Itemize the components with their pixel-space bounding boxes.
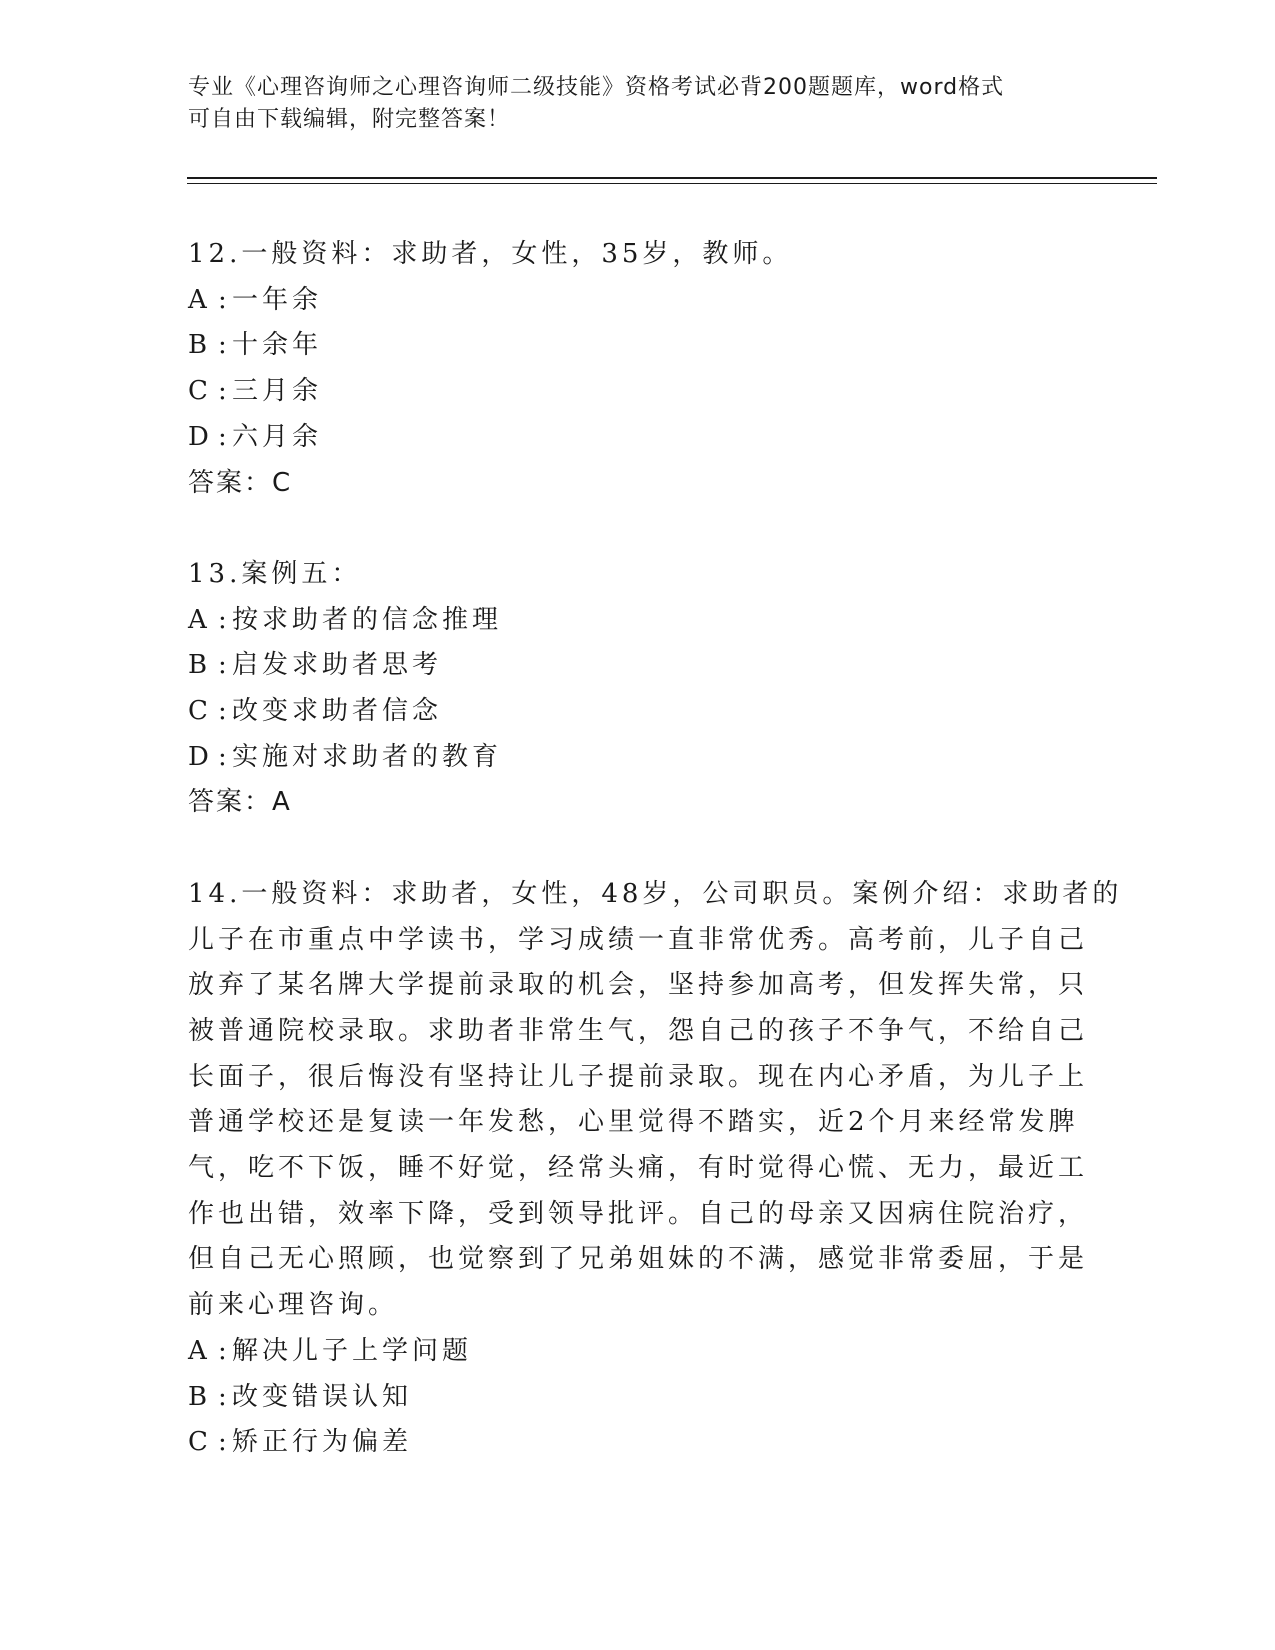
question-stem-line: 12.一般资料：求助者，女性，35岁，教师。 <box>188 239 793 269</box>
option-separator: : <box>218 696 227 727</box>
option-separator: : <box>218 650 227 681</box>
question-stem-line: 气，吃不下饭，睡不好觉，经常头痛，有时觉得心慌、无力，最近工 <box>188 1153 1089 1184</box>
question-2 <box>188 552 1088 826</box>
header-line-1: 专业《心理咨询师之心理咨询师二级技能》资格考试必背200题题库，word格式 <box>188 75 1005 100</box>
option-text: 十余年 <box>232 330 323 361</box>
document-header <box>188 72 1068 136</box>
header-divider-thin <box>187 183 1157 184</box>
option-letter: B <box>188 330 208 361</box>
option-text: 实施对求助者的教育 <box>232 741 503 772</box>
option-text: 解决儿子上学问题 <box>232 1335 473 1366</box>
question-stem-line: 被普通院校录取。求助者非常生气，怨自己的孩子不争气，不给自己 <box>188 1015 1089 1046</box>
option-separator: : <box>218 284 227 315</box>
answer-option <box>188 278 1088 324</box>
header-line-2: 可自由下载编辑，附完整答案！ <box>188 107 511 132</box>
question-stem-line: 前来心理咨询。 <box>188 1290 399 1321</box>
option-separator: : <box>218 330 227 361</box>
option-text: 矫正行为偏差 <box>232 1427 413 1458</box>
option-letter: C <box>188 1427 208 1458</box>
answer-option <box>188 323 1088 369</box>
option-text: 启发求助者思考 <box>232 650 443 681</box>
answer-option <box>188 1329 1088 1375</box>
question-3 <box>188 872 1123 1466</box>
option-letter: D <box>188 421 209 452</box>
option-letter: A <box>188 604 207 635</box>
answer-key: 答案：A <box>188 787 292 818</box>
option-separator: : <box>218 1381 227 1412</box>
option-letter: C <box>188 696 208 727</box>
option-letter: A <box>188 1335 207 1366</box>
question-stem-line: 长面子，很后悔没有坚持让儿子提前录取。现在内心矛盾，为儿子上 <box>188 1061 1089 1092</box>
option-separator: : <box>218 1335 227 1366</box>
option-letter: D <box>188 741 209 772</box>
question-stem-line: 普通学校还是复读一年发愁，心里觉得不踏实，近2个月来经常发脾 <box>188 1107 1079 1138</box>
option-letter: C <box>188 376 208 407</box>
question-stem-line: 儿子在市重点中学读书，学习成绩一直非常优秀。高考前，儿子自己 <box>188 924 1089 955</box>
answer-option <box>188 689 1088 735</box>
option-letter: A <box>188 284 207 315</box>
option-letter: B <box>188 650 208 681</box>
question-stem-line: 14.一般资料：求助者，女性，48岁，公司职员。案例介绍：求助者的 <box>188 878 1123 909</box>
option-separator: : <box>218 421 227 452</box>
question-stem-line: 但自己无心照顾，也觉察到了兄弟姐妹的不满，感觉非常委屈，于是 <box>188 1244 1089 1275</box>
option-separator: : <box>218 741 227 772</box>
answer-option <box>188 369 1088 415</box>
option-separator: : <box>218 604 227 635</box>
question-stem-line: 13.案例五： <box>188 558 362 589</box>
answer-option <box>188 415 1088 461</box>
question-1 <box>188 232 1088 506</box>
answer-option <box>188 643 1088 689</box>
answer-option <box>188 735 1088 781</box>
option-text: 改变错误认知 <box>232 1381 413 1412</box>
option-letter: B <box>188 1381 208 1412</box>
option-text: 改变求助者信念 <box>232 696 443 727</box>
answer-option <box>188 1375 1088 1421</box>
option-separator: : <box>218 1427 227 1458</box>
question-stem-line: 放弃了某名牌大学提前录取的机会，坚持参加高考，但发挥失常，只 <box>188 970 1089 1001</box>
option-text: 按求助者的信念推理 <box>232 604 503 635</box>
header-divider-thick <box>187 177 1157 179</box>
option-separator: : <box>218 376 227 407</box>
option-text: 六月余 <box>232 421 323 452</box>
question-stem-line: 作也出错，效率下降，受到领导批评。自己的母亲又因病住院治疗， <box>188 1198 1089 1229</box>
option-text: 三月余 <box>232 376 323 407</box>
answer-option <box>188 598 1088 644</box>
option-text: 一年余 <box>232 284 323 315</box>
question-list <box>188 232 1123 1512</box>
answer-option <box>188 1420 1088 1466</box>
answer-key: 答案：C <box>188 467 293 498</box>
